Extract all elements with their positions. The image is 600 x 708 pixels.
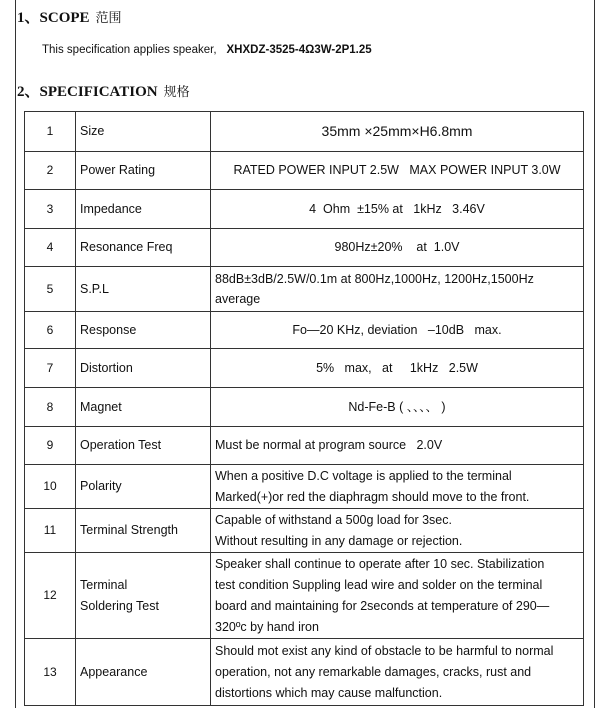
item-line: Soldering Test: [80, 598, 159, 613]
specification-table: [24, 111, 584, 706]
row-number: 9: [25, 427, 76, 465]
row-value: RATED POWER INPUT 2.5W MAX POWER INPUT 3.0W: [211, 152, 584, 190]
row-number: 6: [25, 312, 76, 349]
row-value: Fo—20 KHz, deviation –10dB max.: [211, 312, 584, 349]
row-item: Impedance: [76, 190, 211, 229]
row-number: 4: [25, 229, 76, 267]
value-line: Capable of withstand a 500g load for 3sec.: [215, 512, 452, 527]
row-item: Power Rating: [76, 152, 211, 190]
section-heading-scope: [17, 6, 122, 27]
table-row: [25, 312, 584, 349]
row-item: Terminal Strength: [76, 509, 211, 553]
row-number: 10: [25, 465, 76, 509]
row-value: [211, 267, 584, 312]
table-row: [25, 509, 584, 553]
section-number: 1、: [17, 10, 40, 26]
row-item: Magnet: [76, 388, 211, 427]
row-number: 5: [25, 267, 76, 312]
table-row: [25, 267, 584, 312]
row-number: 7: [25, 349, 76, 388]
row-value: [211, 639, 584, 706]
row-value: 5% max, at 1kHz 2.5W: [211, 349, 584, 388]
table-row: [25, 229, 584, 267]
table-row: [25, 639, 584, 706]
section-title-cn: 规格: [163, 85, 190, 100]
row-value: 4 Ohm ±15% at 1kHz 3.46V: [211, 190, 584, 229]
section-title-cn: 范围: [95, 11, 122, 26]
section-number: 2、: [17, 84, 40, 100]
value-line: distortions which may cause malfunction.: [215, 685, 443, 700]
row-number: 8: [25, 388, 76, 427]
row-item: S.P.L: [76, 267, 211, 312]
row-value: Nd-Fe-B ( 、、、、 ): [211, 388, 584, 427]
table-row: [25, 190, 584, 229]
row-value: [211, 465, 584, 509]
table-row: [25, 152, 584, 190]
row-value: [211, 553, 584, 639]
table-row: [25, 553, 584, 639]
section-heading-specification: [17, 80, 190, 101]
row-number: 12: [25, 553, 76, 639]
row-number: 1: [25, 112, 76, 152]
value-line: test condition Suppling lead wire and solder on the terminal: [215, 577, 543, 592]
row-item: Size: [76, 112, 211, 152]
row-item: Appearance: [76, 639, 211, 706]
value-line: 88dB±3dB/2.5W/0.1m at 800Hz,1000Hz, 1200Hz,1500Hz: [215, 272, 534, 286]
scope-statement: [42, 44, 372, 56]
value-line: average: [215, 292, 261, 306]
row-item: Response: [76, 312, 211, 349]
row-value: 980Hz±20% at 1.0V: [211, 229, 584, 267]
table-row: [25, 349, 584, 388]
table-row: [25, 112, 584, 152]
value-line: Marked(+)or red the diaphragm should move to the front.: [215, 489, 530, 504]
row-number: 13: [25, 639, 76, 706]
scope-text: This specification applies speaker,: [42, 44, 217, 56]
item-line: Terminal: [80, 577, 128, 592]
table-row: [25, 427, 584, 465]
row-item: Resonance Freq: [76, 229, 211, 267]
value-line: operation, not any remarkable damages, cracks, rust and: [215, 664, 532, 679]
row-item: Operation Test: [76, 427, 211, 465]
row-value: 35mm ×25mm×H6.8mm: [211, 112, 584, 152]
row-number: 11: [25, 509, 76, 553]
row-number: 3: [25, 190, 76, 229]
value-line: board and maintaining for 2seconds at temperature of 290—: [215, 598, 550, 613]
table-row: [25, 465, 584, 509]
value-line: When a positive D.C voltage is applied to the terminal: [215, 468, 512, 483]
section-title: SPECIFICATION: [39, 84, 158, 100]
row-value: Must be normal at program source 2.0V: [211, 427, 584, 465]
row-item: [76, 553, 211, 639]
value-line: Without resulting in any damage or rejection.: [215, 533, 463, 548]
row-number: 2: [25, 152, 76, 190]
model-number: XHXDZ-3525-4Ω3W-2P1.25: [226, 44, 372, 56]
row-item: Distortion: [76, 349, 211, 388]
value-line: Speaker shall continue to operate after 10 sec. Stabilization: [215, 556, 545, 571]
value-line: 320ºc by hand iron: [215, 619, 319, 634]
value-line: Should mot exist any kind of obstacle to be harmful to normal: [215, 643, 554, 658]
row-value: [211, 509, 584, 553]
row-item: Polarity: [76, 465, 211, 509]
table-row: [25, 388, 584, 427]
section-title: SCOPE: [39, 10, 90, 26]
